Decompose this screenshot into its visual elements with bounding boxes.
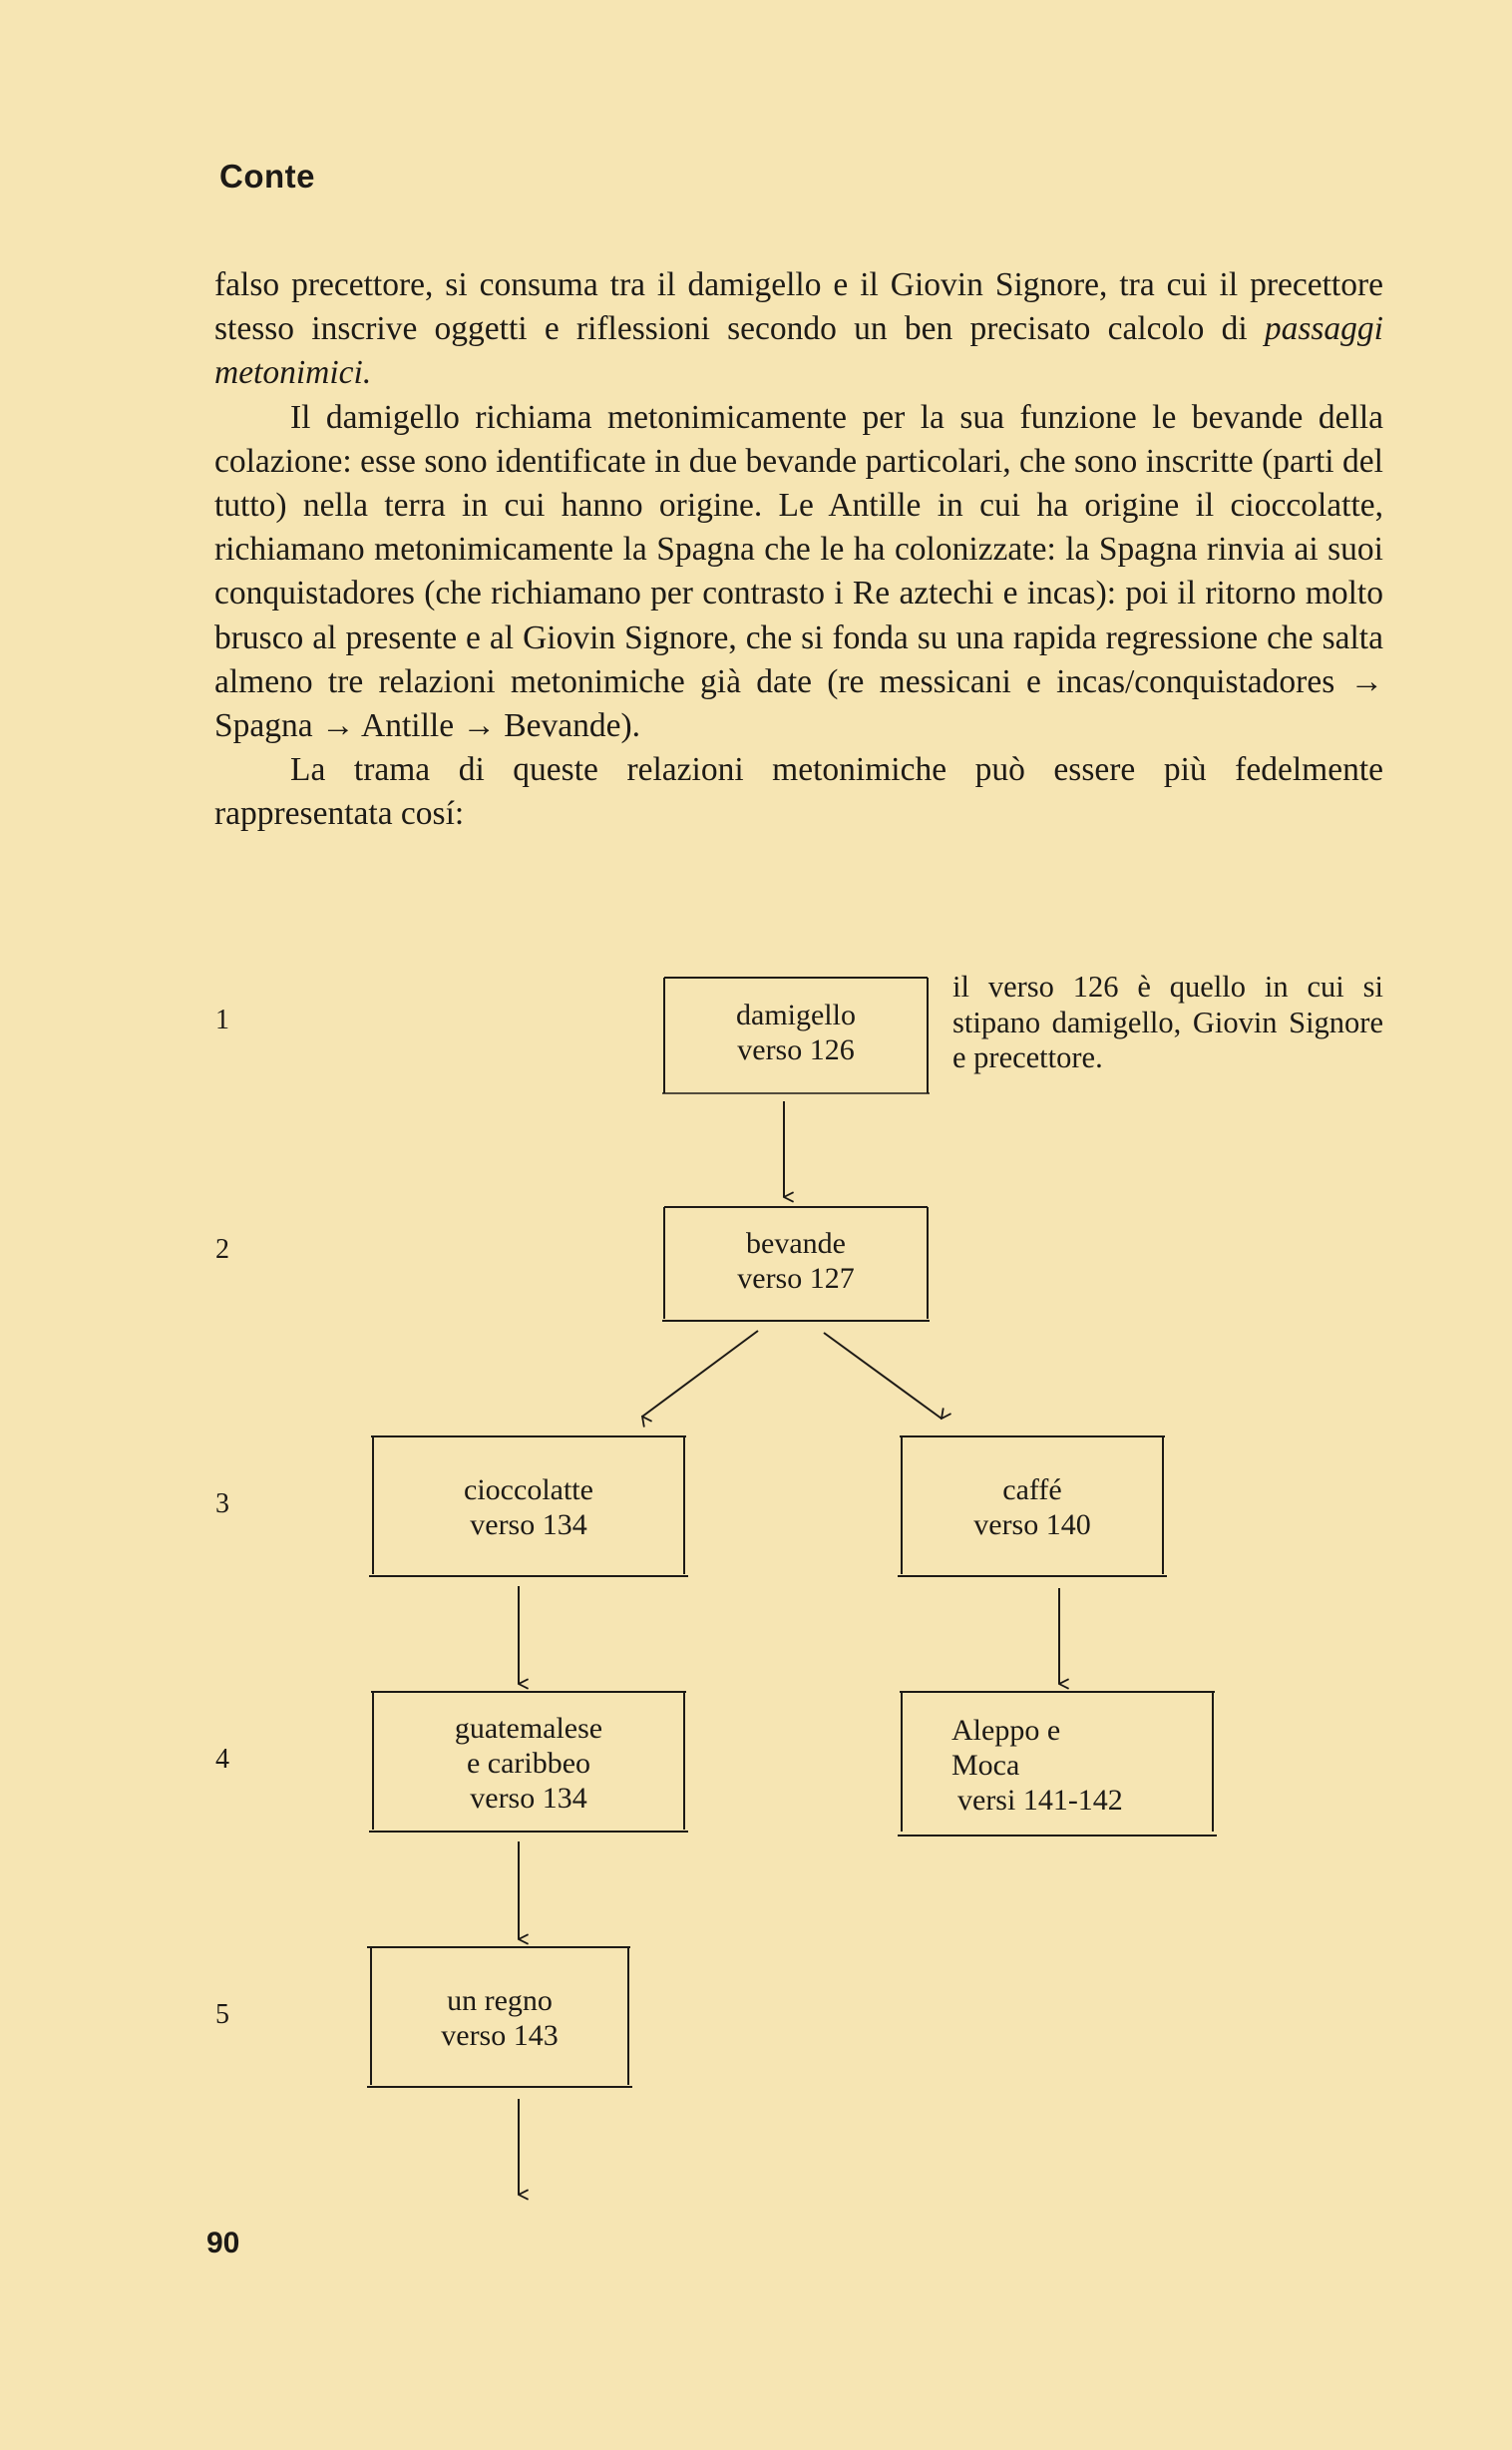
box-regno-line-2: verso 143 bbox=[441, 2019, 559, 2052]
box-bevande-line-1: bevande bbox=[746, 1227, 846, 1260]
paragraph-1-italic: passaggi metonimici. bbox=[214, 310, 1383, 392]
paragraph-1-text: falso precettore, si consuma tra il damigello e il Giovin Signore, tra cui il precettore stesso inscrive oggetti e riflessioni secondo un ben precisato calcolo di bbox=[214, 266, 1383, 348]
running-header: Conte bbox=[219, 158, 315, 195]
box-aleppo-line-3: versi 141-142 bbox=[957, 1784, 1123, 1817]
arrow-bevande-caffe bbox=[824, 1333, 942, 1419]
box-cioccolatte-line-1: cioccolatte bbox=[464, 1473, 593, 1506]
box-bevande-label bbox=[664, 1226, 928, 1296]
box-aleppo-label bbox=[951, 1713, 1211, 1818]
box-aleppo-line-2: Moca bbox=[951, 1749, 1020, 1782]
level-number-3: 3 bbox=[215, 1488, 229, 1519]
box-guatemalese-label bbox=[373, 1711, 684, 1816]
box-guatemalese-line-1: guatemalese bbox=[454, 1712, 603, 1745]
box-bevande-line-2: verso 127 bbox=[737, 1262, 855, 1295]
paragraph-3: La trama di queste relazioni metonimiche può essere più fedelmente rappresentata cosí: bbox=[214, 751, 1383, 833]
arrow-bevande-cioccolatte bbox=[642, 1331, 758, 1417]
box-caffe-line-2: verso 140 bbox=[973, 1508, 1091, 1541]
level-number-1: 1 bbox=[215, 1005, 229, 1035]
box-cioccolatte-label bbox=[373, 1472, 684, 1542]
box-guatemalese-line-2: e caribbeo bbox=[466, 1747, 591, 1780]
box-regno-label bbox=[371, 1983, 628, 2053]
paragraph-2: Il damigello richiama metonimicamente per la sua funzione le bevande della colazione: esse sono identificate in due bevande particolari, che sono inscritte (parti del tutto) nella terra in cui hanno origine. Le Antille in cui ha origine il cioccolatte, richiamano metonimicamente la Spagna che le ha colonizzate: la Spagna rinvia ai suoi conquistadores (che richiamano per contrasto i Re aztechi e incas): poi il ritorno molto brusco al presente e al Giovin Signore, che si fonda su una rapida regressione che salta almeno tre relazioni metonimiche già date (re messicani e incas/conquistadores → Spagna → Antille → Bevande). bbox=[214, 398, 1383, 745]
diagram-note: il verso 126 è quello in cui si stipano damigello, Giovin Signore e precettore. bbox=[952, 970, 1383, 1074]
box-aleppo-line-1: Aleppo e bbox=[951, 1714, 1061, 1747]
box-caffe-label bbox=[902, 1472, 1163, 1542]
box-regno-line-1: un regno bbox=[447, 1984, 553, 2017]
level-number-4: 4 bbox=[215, 1744, 229, 1775]
level-number-5: 5 bbox=[215, 1999, 229, 2030]
box-guatemalese-line-3: verso 134 bbox=[470, 1782, 587, 1815]
box-damigello-label bbox=[664, 998, 928, 1067]
box-damigello-line-2: verso 126 bbox=[737, 1033, 855, 1066]
page-number: 90 bbox=[206, 2227, 240, 2259]
level-number-2: 2 bbox=[215, 1234, 229, 1265]
box-cioccolatte-line-2: verso 134 bbox=[470, 1508, 587, 1541]
box-damigello-line-1: damigello bbox=[736, 999, 856, 1031]
box-caffe-line-1: caffé bbox=[1002, 1473, 1062, 1506]
